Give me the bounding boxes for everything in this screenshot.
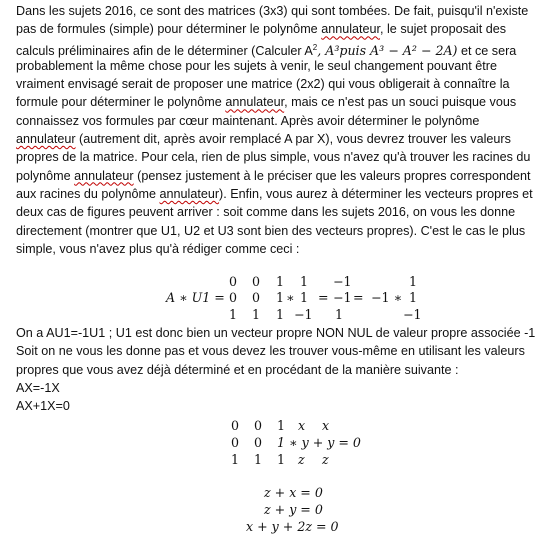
matrix-cell: 1 (254, 452, 263, 467)
text-fragment: calculs préliminaires afin de le déterminer (Calculer A (16, 43, 313, 58)
paragraph (16, 2, 558, 258)
text-line: deux cas de figures peuvent arriver : soit comme dans les sujets 2016, on vous les donne (16, 205, 516, 220)
text-fragment: (pensez justement à le préciser que les valeurs propres correspondent (133, 168, 531, 183)
matrix-cell: 0 (252, 274, 261, 289)
text-line (16, 167, 558, 185)
matrix-cell: −1 ∗ (371, 290, 403, 305)
matrix-cell: −1 (333, 274, 352, 289)
text-fragment: polynôme (16, 168, 75, 183)
matrix-cell: 1 (409, 290, 418, 305)
superscript: 2 (312, 42, 318, 52)
spellcheck-word: annulateur (321, 22, 381, 37)
matrix-cell: 1 (300, 290, 309, 305)
spellcheck-word: annulateur (16, 132, 76, 147)
inline-math: , A³puis A³ − A² − 2A) (317, 42, 458, 58)
text-fragment: (autrement dit, après avoir remplacé A par X), vous devrez trouver les valeurs (75, 132, 511, 147)
text-line: vraiment envisagé serait de proposer une matrice (2x2) qui vous obligerait à connaître la (16, 77, 510, 92)
system-equation: x + y + 2z = 0 (246, 519, 339, 534)
text-line: On a AU1=-1U1 ; U1 est donc bien un vecteur propre NON NUL de valeur propre associée -1 (16, 326, 536, 340)
text-line: AX+1X=0 (16, 399, 70, 414)
text-fragment: aux racines du polynôme (16, 186, 160, 201)
matrix-cell: 1 (277, 452, 286, 467)
text-fragment: et ce sera (457, 43, 517, 58)
matrix-cell: 1 (231, 452, 240, 467)
matrix-cell: 1 (277, 418, 286, 433)
text-line (16, 185, 558, 203)
spellcheck-word: annulateur (159, 186, 220, 201)
text-line (16, 93, 558, 111)
spellcheck-word: annulateur (225, 95, 285, 110)
text-line: Dans les sujets 2016, ce sont des matrices (3x3) qui sont tombées. De fait, puisqu'il n'existe (16, 4, 529, 18)
text-line: Soit on ne vous les donne pas et vous devez les trouver vous-même en utilisant les valeurs (16, 344, 525, 359)
text-line: directement (montrer que U1, U2 et U3 sont bien des vecteurs propres). C'est le cas le plus (16, 223, 526, 238)
matrix-cell: 1 (335, 307, 344, 322)
matrix-cell: z (298, 452, 305, 467)
text-line: probablement la même chose pour les sujets à venir, le seul changement pouvant être (16, 58, 497, 73)
matrix-cell: −1 (333, 290, 352, 305)
text-line: connaissez vos formules par cœur maintenant. Après avoir déterminer le polynôme (16, 113, 480, 128)
system-equation: z + x = 0 (264, 485, 323, 500)
matrix-cell: 0 (231, 435, 240, 450)
text-line (16, 20, 558, 38)
text-line: propres de la matrice. Pour cela, rien de plus simple, vous n'avez qu'à trouver les racines du (16, 150, 531, 165)
matrix-cell: 0 (254, 418, 263, 433)
matrix-row-expression: 1 ∗ y + y = 0 (277, 435, 361, 450)
text-fragment: , le sujet proposait des (380, 22, 507, 37)
text-fragment: ). Enfin, vous aurez à déterminer les vecteurs propres et (219, 186, 533, 201)
text-fragment: formule pour déterminer le polynôme (16, 95, 226, 110)
matrix-cell: 0 (229, 274, 238, 289)
equation-lhs: A ∗ U1 = (166, 290, 225, 305)
text-fragment: , mais ce n'est pas un souci puisque vous (284, 95, 517, 110)
matrix-cell: 1 (276, 290, 285, 305)
operator: ∗ (286, 290, 295, 305)
text-line: propres que vous avez déjà déterminé et en procédant de la manière suivante : (16, 362, 459, 377)
matrix-cell: 1 (252, 307, 261, 322)
matrix-cell: 1 (409, 274, 418, 289)
text-line: simple, vous n'avez plus qu'à rédiger comme ceci : (16, 241, 300, 256)
text-line (16, 39, 558, 57)
matrix-cell: −1 (403, 307, 422, 322)
operator: = (353, 290, 364, 305)
matrix-cell: 1 (300, 274, 309, 289)
matrix-cell: x (322, 418, 330, 433)
matrix-cell: 1 (276, 307, 285, 322)
text-line (16, 130, 558, 148)
matrix-cell: 0 (231, 418, 240, 433)
matrix-cell: z (322, 452, 329, 467)
matrix-cell: 0 (254, 435, 263, 450)
matrix-cell: 0 (229, 290, 238, 305)
matrix-cell: 0 (252, 290, 261, 305)
matrix-cell: 1 (276, 274, 285, 289)
spellcheck-word: annulateur (74, 168, 134, 183)
matrix-cell: 1 (229, 307, 238, 322)
system-equation: z + y = 0 (264, 502, 323, 517)
paragraph-after (16, 324, 535, 415)
matrix-cell: −1 (294, 307, 313, 322)
text-line: AX=-1X (16, 380, 60, 395)
matrix-cell: x (298, 418, 306, 433)
text-fragment: pas de formules (simple) pour déterminer le polynôme (16, 22, 322, 37)
operator: = (318, 290, 329, 305)
